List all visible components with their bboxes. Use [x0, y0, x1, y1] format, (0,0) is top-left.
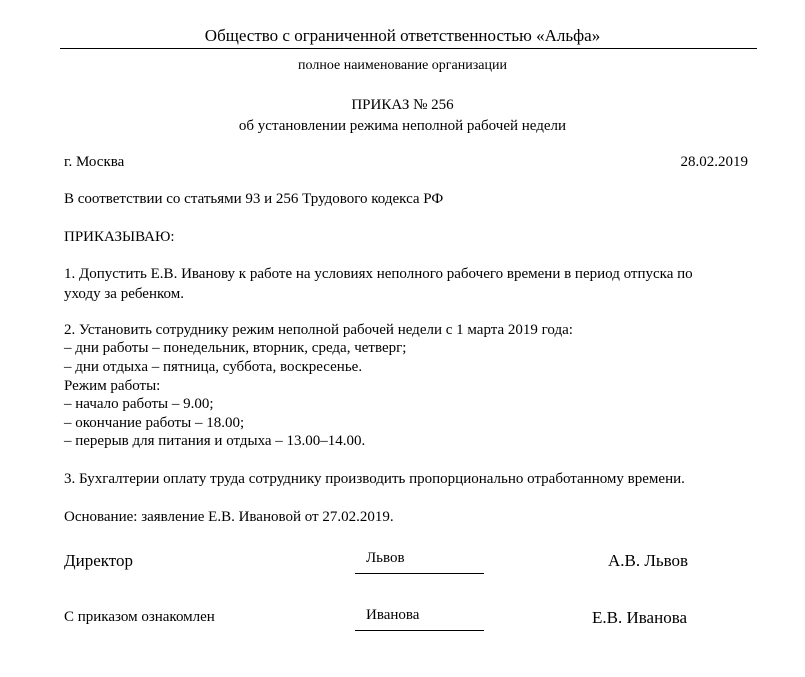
item2-line6: – окончание работы – 18.00; — [64, 415, 245, 431]
item2-line2: – дни работы – понедельник, вторник, среда, четверг; — [64, 340, 407, 356]
item2-line5: – начало работы – 9.00; — [64, 396, 214, 412]
acknowledgement-signature-line — [355, 630, 484, 631]
item3: 3. Бухгалтерии оплату труда сотруднику производить пропорционально отработанному времени. — [64, 471, 685, 487]
basis-intro: В соответствии со статьями 93 и 256 Трудового кодекса РФ — [64, 191, 444, 207]
acknowledgement-label: С приказом ознакомлен — [64, 609, 215, 625]
director-name: А.В. Львов — [608, 551, 689, 570]
item2-line7: – перерыв для питания и отдыха – 13.00–14.00. — [64, 433, 366, 449]
director-signature: Львов — [366, 550, 405, 566]
item2-line4: Режим работы: — [64, 378, 161, 394]
director-label: Директор — [64, 551, 133, 570]
order-subtitle: об установлении режима неполной рабочей недели — [238, 118, 567, 134]
item1-line1: 1. Допустить Е.В. Иванову к работе на условиях неполного рабочего времени в период отпуска по — [64, 266, 693, 282]
acknowledgement-signature: Иванова — [366, 607, 420, 623]
director-signature-line — [355, 573, 484, 574]
item1-line2: уходу за ребенком. — [64, 286, 184, 302]
organization-name: Общество с ограниченной ответственностью «Альфа» — [204, 26, 601, 45]
order-command: ПРИКАЗЫВАЮ: — [64, 229, 175, 245]
acknowledgement-name: Е.В. Иванова — [592, 608, 688, 627]
organization-caption: полное наименование организации — [298, 58, 507, 73]
organization-underline — [60, 48, 757, 49]
foundation: Основание: заявление Е.В. Ивановой от 27.02.2019. — [64, 509, 394, 525]
item2-line3: – дни отдыха – пятница, суббота, воскресенье. — [64, 359, 363, 375]
item2-line1: 2. Установить сотруднику режим неполной рабочей недели с 1 марта 2019 года: — [64, 322, 573, 338]
order-city: г. Москва — [64, 154, 125, 170]
order-date: 28.02.2019 — [680, 154, 748, 170]
order-title: ПРИКАЗ № 256 — [351, 97, 454, 113]
